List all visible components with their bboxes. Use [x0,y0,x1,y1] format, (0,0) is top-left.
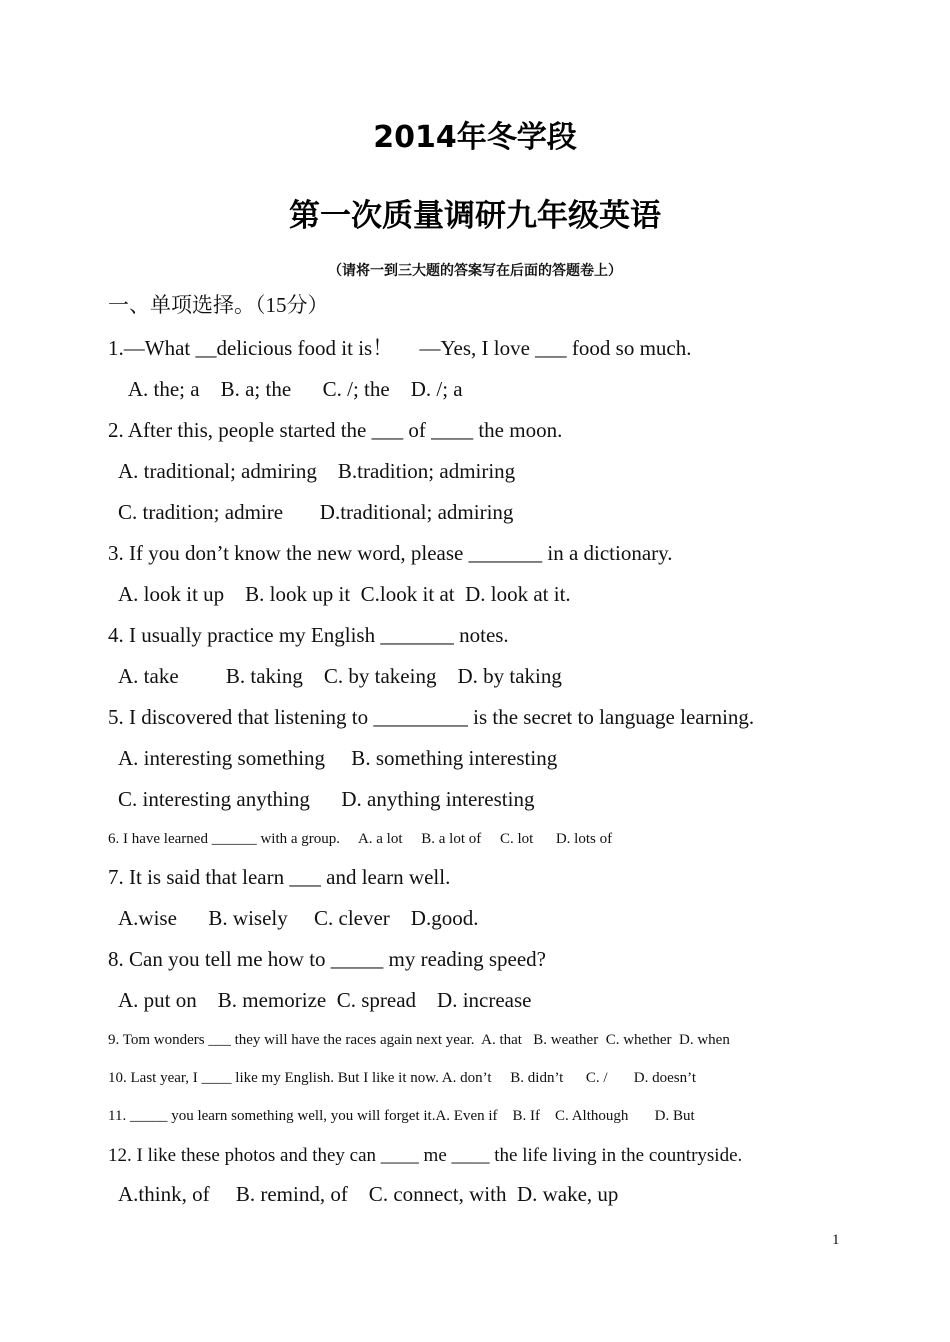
page-title: 2014年冬学段 [373,120,577,155]
instruction-note: （请将一到三大题的答案写在后面的答题卷上） [328,263,622,279]
question-4-options: A. take B. taking C. by takeing D. by taking [118,664,562,688]
page-number: 1 [832,1232,840,1248]
question-4: 4. I usually practice my English _______ notes. [108,623,509,647]
question-9: 9. Tom wonders ___ they will have the races again next year. A. that B. weather C. whether D. when [108,1032,730,1048]
question-12-options: A.think, of B. remind, of C. connect, with D. wake, up [118,1182,619,1206]
question-1: 1.—What __delicious food it is！ —Yes, I love ___ food so much. [108,336,692,360]
question-10: 10. Last year, I ____ like my English. But I like it now. A. don’t B. didn’t C. / D. doesn’t [108,1070,696,1086]
section-heading: 一、单项选择。（15分） [108,293,329,317]
question-6: 6. I have learned ______ with a group. A. a lot B. a lot of C. lot D. lots of [108,831,613,847]
question-5: 5. I discovered that listening to _________ is the secret to language learning. [108,705,755,729]
question-2: 2. After this, people started the ___ of ____ the moon. [108,418,563,442]
question-7-options: A.wise B. wisely C. clever D.good. [118,906,479,930]
question-3: 3. If you don’t know the new word, please _______ in a dictionary. [108,541,673,565]
question-8-options: A. put on B. memorize C. spread D. increase [118,988,532,1012]
question-12: 12. I like these photos and they can ____ me ____ the life living in the countryside. [108,1145,743,1166]
question-11: 11. _____ you learn something well, you will forget it.A. Even if B. If C. Although D. But [108,1108,695,1124]
question-7: 7. It is said that learn ___ and learn well. [108,865,451,889]
question-3-options: A. look it up B. look up it C.look it at D. look at it. [118,582,571,606]
question-5-options-cd: C. interesting anything D. anything interesting [118,787,535,811]
question-5-options-ab: A. interesting something B. something interesting [118,746,558,770]
page-subtitle: 第一次质量调研九年级英语 [289,198,661,234]
question-1-options: A. the; a B. a; the C. /; the D. /; a [108,377,463,401]
question-2-options-ab: A. traditional; admiring B.tradition; admiring [118,459,516,483]
question-8: 8. Can you tell me how to _____ my reading speed? [108,947,546,971]
question-2-options-cd: C. tradition; admire D.traditional; admiring [118,500,514,524]
